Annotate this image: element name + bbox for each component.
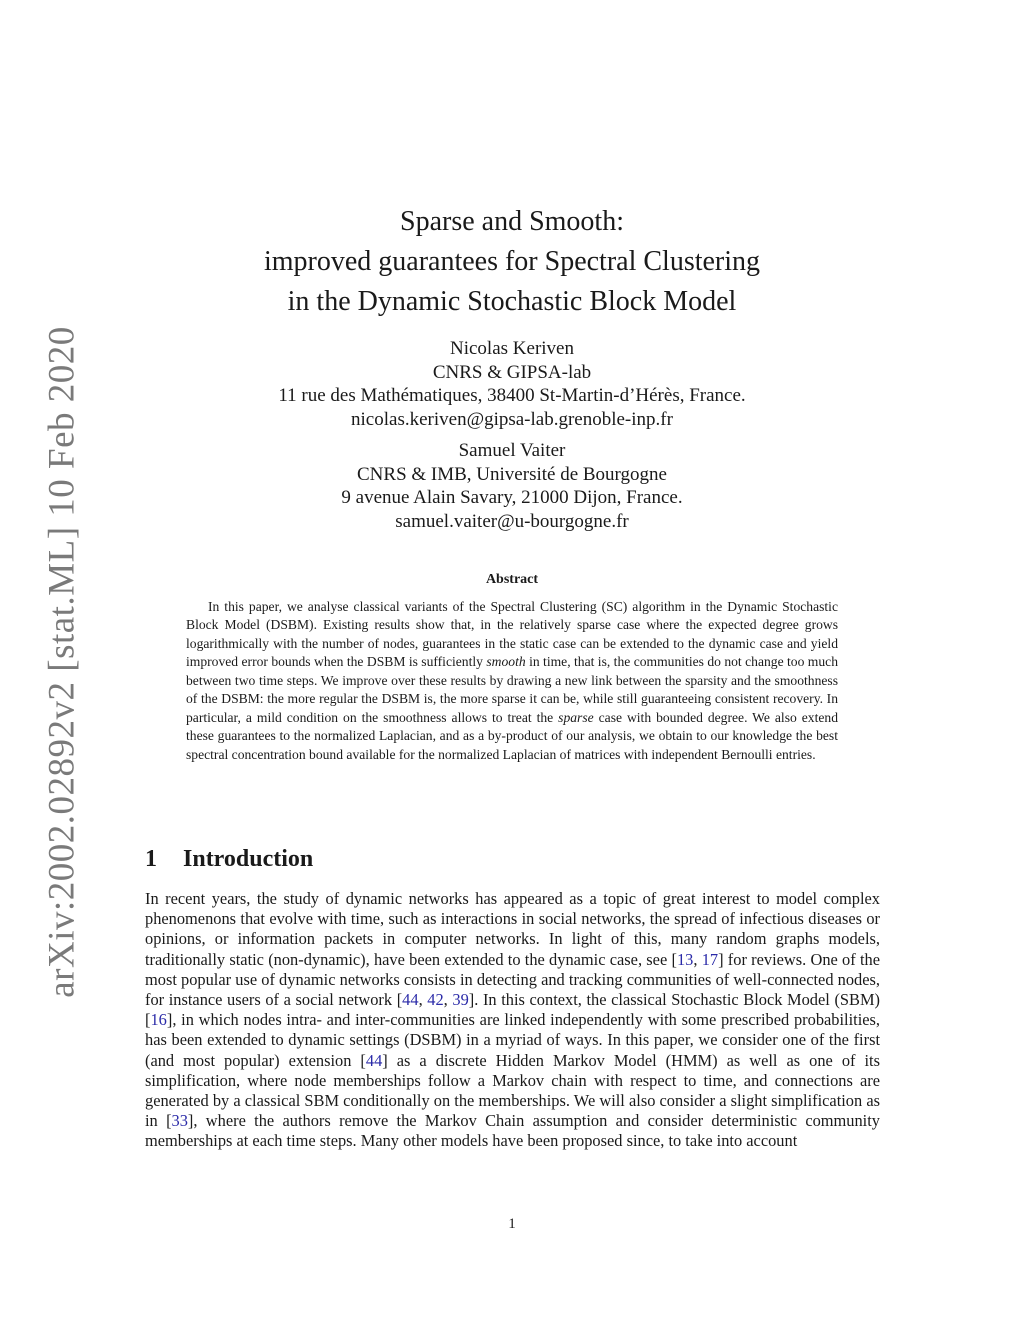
intro-text: ] for reviews. One of the most popular use of dynamic networks consists in detecting and tracking communities of well-connected nodes, for instance users of a social network [ <box>145 949 880 1010</box>
page-number: 1 <box>508 1216 516 1232</box>
abstract-emphasis: smooth <box>486 654 526 670</box>
title-line: in the Dynamic Stochastic Block Model <box>287 286 737 317</box>
section-heading-introduction <box>145 846 313 873</box>
citation-link[interactable]: 44 <box>365 1050 383 1070</box>
section-number: 1 <box>145 846 157 872</box>
abstract-text <box>186 598 838 764</box>
section-title: Introduction <box>183 846 314 872</box>
citation-link[interactable]: 33 <box>171 1111 188 1131</box>
citation-link[interactable]: 17 <box>701 949 719 969</box>
abstract-emphasis: sparse <box>558 709 594 725</box>
author-affiliation: CNRS & GIPSA-lab <box>432 361 592 383</box>
intro-text: , <box>418 990 428 1010</box>
title-line: improved guarantees for Spectral Clustering <box>263 246 761 277</box>
author-block-keriven <box>150 337 874 431</box>
intro-text: , <box>443 990 453 1010</box>
introduction-paragraph <box>145 889 880 1152</box>
abstract-part: In this paper, we analyse classical variants of the Spectral Clustering (SC) algorithm in the Dynamic Stochastic Block Model (DSBM). Existing results show that, in the relatively sparse case where the expected degree grows logarithmically with the number of nodes, guarantees in the static case can be extended to the dynamic case and yield improved error bounds when the DSBM is sufficiently <box>186 599 838 670</box>
intro-text: ]. In this context, the classical Stochastic Block Model (SBM) [ <box>145 990 880 1030</box>
author-email[interactable]: nicolas.keriven@gipsa-lab.grenoble-inp.fr <box>351 408 673 430</box>
citation-link[interactable]: 16 <box>150 1010 167 1030</box>
author-address: 11 rue des Mathématiques, 38400 St-Martin-d’Hérès, France. <box>278 385 746 406</box>
abstract-part: in time, that is, the communities do not change too much between two time steps. We improve over these results by drawing a new link between the sparsity and the smoothness of the DSBM: the more regular the DSBM is, the more sparse it can be, while still guaranteeing consistent recovery. In particular, a mild condition on the smoothness allows to treat the <box>186 654 838 725</box>
intro-text: ], where the authors remove the Markov Chain assumption and consider deterministic community memberships at each time steps. Many other models have been proposed since, to take into account <box>145 1111 880 1151</box>
author-block-vaiter <box>150 439 874 533</box>
author-name: Samuel Vaiter <box>458 440 566 461</box>
intro-text: In recent years, the study of dynamic networks has appeared as a topic of great interest to model complex phenomenons that evolve with time, such as interactions in social networks, the spread of infectious diseases or opinions, or information packets in computer networks. In light of this, many random graphs models, traditionally static (non-dynamic), have been extended to the dynamic case, see [ <box>145 889 880 969</box>
paper-title <box>150 202 874 322</box>
title-line: Sparse and Smooth: <box>400 206 624 237</box>
citation-link[interactable]: 42 <box>427 990 444 1010</box>
intro-text: ] as a discrete Hidden Markov Model (HMM) as well as one of its simplification, where node memberships follow a Markov chain with respect to time, and connections are generated by a classical SBM conditionally on the memberships. We will also consider a slight simplification as in [ <box>145 1050 880 1131</box>
author-name: Nicolas Keriven <box>450 338 574 359</box>
intro-text: , <box>693 949 702 969</box>
abstract-part: case with bounded degree. We also extend these guarantees to the normalized Laplacian, and as a by-product of our analysis, we obtain to our knowledge the best spectral concentration bound available for the normalized Laplacian of matrices with independent Bernoulli entries. <box>186 709 838 762</box>
citation-link[interactable]: 13 <box>676 949 694 969</box>
citation-link[interactable]: 39 <box>452 990 469 1010</box>
author-affiliation: CNRS & IMB, Université de Bourgogne <box>357 463 667 485</box>
author-email[interactable]: samuel.vaiter@u-bourgogne.fr <box>395 510 629 532</box>
intro-text: ], in which nodes intra- and inter-communities are linked independently with some prescribed probabilities, has been extended to dynamic settings (DSBM) in a myriad of ways. In this paper, we consider one of the first (and most popular) extension [ <box>145 1010 880 1070</box>
arxiv-identifier-stamp: arXiv:2002.02892v2 [stat.ML] 10 Feb 2020 <box>41 326 83 998</box>
author-address: 9 avenue Alain Savary, 21000 Dijon, France. <box>341 487 683 508</box>
citation-link[interactable]: 44 <box>402 990 419 1010</box>
abstract-heading: Abstract <box>485 572 539 587</box>
